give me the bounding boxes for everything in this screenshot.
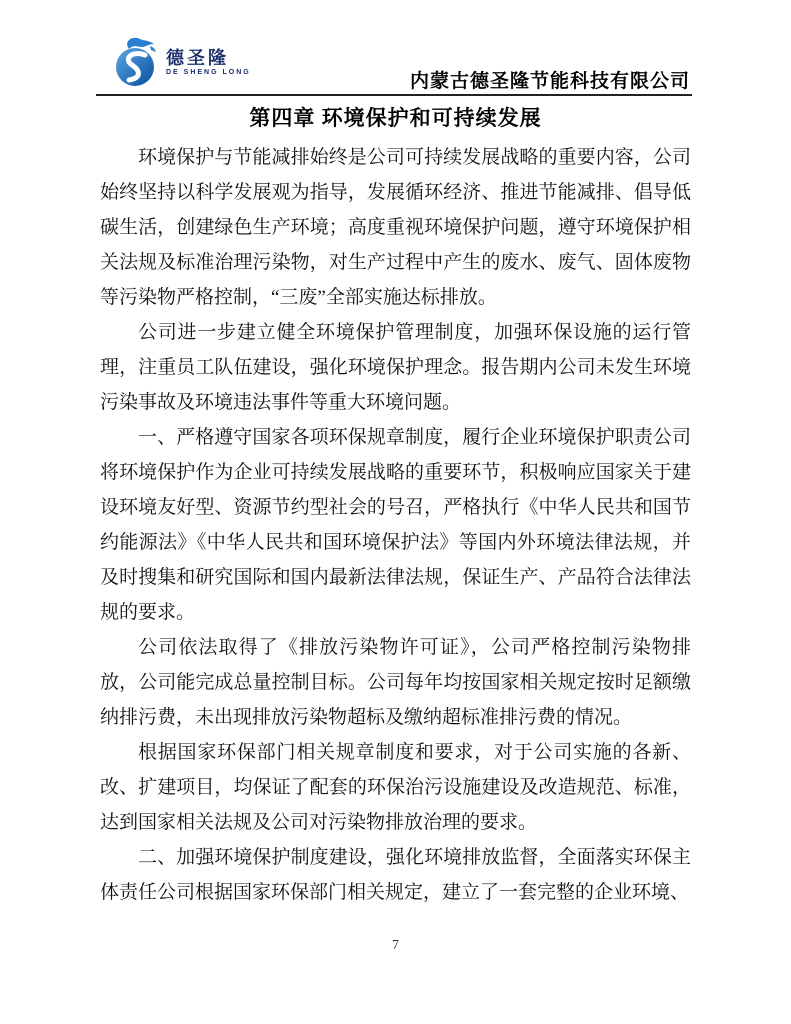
company-name: 内蒙古德圣隆节能科技有限公司 (409, 71, 690, 92)
company-logo (114, 34, 251, 90)
body-paragraph: 一、严格遵守国家各项环保规章制度，履行企业环境保护职责公司将环境保护作为企业可持续发展战略的重要环节，积极响应国家关于建设环境友好型、资源节约型社会的号召，严格执行《中华人民共和国节约能源法》《中华人民共和国环境保护法》等国内外环境法律法规，并及时搜集和研究国际和国内最新法律法规，保证生产、产品符合法律法规的要求。 (100, 427, 691, 623)
body-paragraph: 公司依法取得了《排放污染物许可证》，公司严格控制污染物排放，公司能完成总量控制目标。公司每年均按国家相关规定按时足额缴纳排污费，未出现排放污染物超标及缴纳超标准排污费的情况。 (100, 637, 691, 728)
header-divider (96, 94, 692, 96)
logo-name-english: DE SHENG LONG (166, 68, 251, 76)
logo-text (166, 48, 251, 77)
body-paragraph: 根据国家环保部门相关规章制度和要求，对于公司实施的各新、改、扩建项目，均保证了配套的环保治污设施建设及改造规范、标准，达到国家相关法规及公司对污染物排放治理的要求。 (100, 742, 691, 833)
chapter-title: 第四章 环境保护和可持续发展 (249, 106, 542, 130)
body-paragraph: 二、加强环境保护制度建设，强化环境排放监督，全面落实环保主体责任公司根据国家环保部门相关规定，建立了一套完整的企业环境、 (100, 847, 691, 903)
logo-name-chinese: 德圣隆 (166, 47, 229, 68)
body-paragraph: 公司进一步建立健全环境保护管理制度，加强环保设施的运行管理，注重员工队伍建设，强化环境保护理念。报告期内公司未发生环境污染事故及环境违法事件等重大环境问题。 (100, 322, 691, 413)
page-number: 7 (392, 938, 399, 953)
document-body (100, 140, 691, 910)
company-logo-icon (114, 34, 162, 90)
body-paragraph: 环境保护与节能减排始终是公司可持续发展战略的重要内容，公司始终坚持以科学发展观为指导，发展循环经济、推进节能减排、倡导低碳生活，创建绿色生产环境；高度重视环境保护问题，遵守环境保护相关法规及标准治理污染物，对生产过程中产生的废水、废气、固体废物等污染物严格控制，“三废”全部实施达标排放。 (100, 147, 691, 308)
